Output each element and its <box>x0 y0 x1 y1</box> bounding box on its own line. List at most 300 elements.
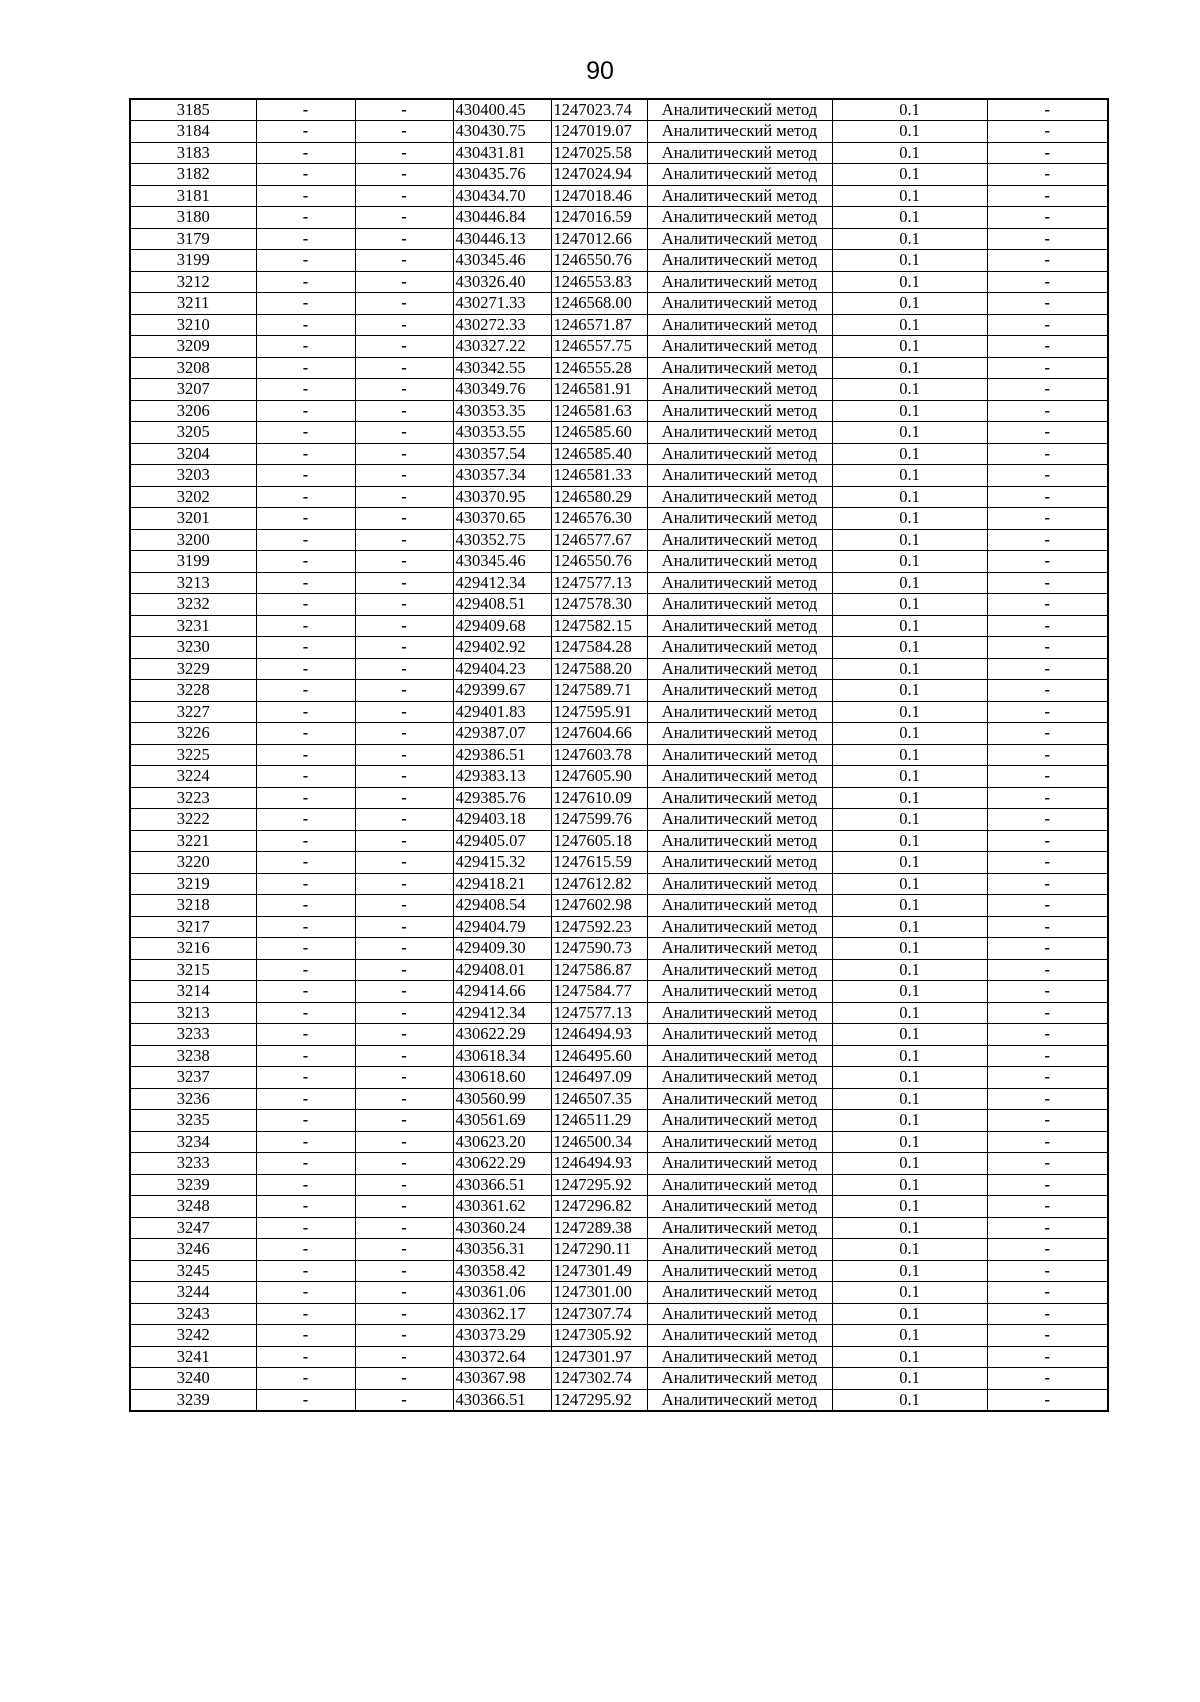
empty-cell: - <box>355 787 453 809</box>
point-number-cell: 3213 <box>130 1002 256 1024</box>
y-coordinate-cell: 1246585.60 <box>551 422 647 444</box>
empty-cell: - <box>256 400 355 422</box>
method-cell: Аналитический метод <box>647 1067 832 1089</box>
empty-cell: - <box>987 1389 1108 1411</box>
empty-cell: - <box>355 572 453 594</box>
point-number-cell: 3230 <box>130 637 256 659</box>
table-row <box>130 852 1108 874</box>
accuracy-cell: 0.1 <box>832 680 987 702</box>
method-cell: Аналитический метод <box>647 142 832 164</box>
table-row <box>130 938 1108 960</box>
table-row <box>130 99 1108 121</box>
x-coordinate-cell: 430372.64 <box>453 1346 551 1368</box>
empty-cell: - <box>987 766 1108 788</box>
empty-cell: - <box>256 572 355 594</box>
point-number-cell: 3226 <box>130 723 256 745</box>
method-cell: Аналитический метод <box>647 551 832 573</box>
y-coordinate-cell: 1247595.91 <box>551 701 647 723</box>
x-coordinate-cell: 429408.54 <box>453 895 551 917</box>
empty-cell: - <box>355 1260 453 1282</box>
empty-cell: - <box>256 422 355 444</box>
point-number-cell: 3219 <box>130 873 256 895</box>
point-number-cell: 3245 <box>130 1260 256 1282</box>
y-coordinate-cell: 1247590.73 <box>551 938 647 960</box>
method-cell: Аналитический метод <box>647 164 832 186</box>
x-coordinate-cell: 430366.51 <box>453 1389 551 1411</box>
x-coordinate-cell: 430345.46 <box>453 250 551 272</box>
method-cell: Аналитический метод <box>647 852 832 874</box>
point-number-cell: 3220 <box>130 852 256 874</box>
empty-cell: - <box>987 1196 1108 1218</box>
method-cell: Аналитический метод <box>647 766 832 788</box>
empty-cell: - <box>256 207 355 229</box>
empty-cell: - <box>355 1002 453 1024</box>
table-row <box>130 486 1108 508</box>
empty-cell: - <box>987 1153 1108 1175</box>
point-number-cell: 3179 <box>130 228 256 250</box>
y-coordinate-cell: 1247589.71 <box>551 680 647 702</box>
x-coordinate-cell: 429403.18 <box>453 809 551 831</box>
accuracy-cell: 0.1 <box>832 486 987 508</box>
empty-cell: - <box>355 701 453 723</box>
table-row <box>130 680 1108 702</box>
y-coordinate-cell: 1246511.29 <box>551 1110 647 1132</box>
point-number-cell: 3224 <box>130 766 256 788</box>
empty-cell: - <box>355 809 453 831</box>
method-cell: Аналитический метод <box>647 658 832 680</box>
accuracy-cell: 0.1 <box>832 1131 987 1153</box>
empty-cell: - <box>256 744 355 766</box>
method-cell: Аналитический метод <box>647 228 832 250</box>
empty-cell: - <box>987 615 1108 637</box>
accuracy-cell: 0.1 <box>832 121 987 143</box>
table-row <box>130 400 1108 422</box>
accuracy-cell: 0.1 <box>832 1088 987 1110</box>
y-coordinate-cell: 1246500.34 <box>551 1131 647 1153</box>
y-coordinate-cell: 1246495.60 <box>551 1045 647 1067</box>
empty-cell: - <box>256 293 355 315</box>
table-row <box>130 744 1108 766</box>
empty-cell: - <box>256 1389 355 1411</box>
y-coordinate-cell: 1247018.46 <box>551 185 647 207</box>
accuracy-cell: 0.1 <box>832 637 987 659</box>
y-coordinate-cell: 1246576.30 <box>551 508 647 530</box>
table-body <box>130 99 1108 1411</box>
point-number-cell: 3233 <box>130 1153 256 1175</box>
accuracy-cell: 0.1 <box>832 1002 987 1024</box>
accuracy-cell: 0.1 <box>832 336 987 358</box>
point-number-cell: 3247 <box>130 1217 256 1239</box>
x-coordinate-cell: 430358.42 <box>453 1260 551 1282</box>
point-number-cell: 3239 <box>130 1389 256 1411</box>
empty-cell: - <box>256 1067 355 1089</box>
x-coordinate-cell: 429408.51 <box>453 594 551 616</box>
empty-cell: - <box>256 1260 355 1282</box>
empty-cell: - <box>256 1368 355 1390</box>
x-coordinate-cell: 430362.17 <box>453 1303 551 1325</box>
y-coordinate-cell: 1247605.18 <box>551 830 647 852</box>
empty-cell: - <box>256 1239 355 1261</box>
accuracy-cell: 0.1 <box>832 422 987 444</box>
empty-cell: - <box>256 1002 355 1024</box>
empty-cell: - <box>987 830 1108 852</box>
empty-cell: - <box>355 207 453 229</box>
x-coordinate-cell: 430361.62 <box>453 1196 551 1218</box>
empty-cell: - <box>355 916 453 938</box>
table-row <box>130 443 1108 465</box>
point-number-cell: 3211 <box>130 293 256 315</box>
y-coordinate-cell: 1247604.66 <box>551 723 647 745</box>
empty-cell: - <box>355 508 453 530</box>
point-number-cell: 3217 <box>130 916 256 938</box>
empty-cell: - <box>987 185 1108 207</box>
empty-cell: - <box>355 1045 453 1067</box>
y-coordinate-cell: 1247305.92 <box>551 1325 647 1347</box>
table-row <box>130 121 1108 143</box>
y-coordinate-cell: 1247602.98 <box>551 895 647 917</box>
empty-cell: - <box>355 1325 453 1347</box>
table-row <box>130 1024 1108 1046</box>
empty-cell: - <box>355 422 453 444</box>
point-number-cell: 3180 <box>130 207 256 229</box>
empty-cell: - <box>987 228 1108 250</box>
method-cell: Аналитический метод <box>647 1002 832 1024</box>
method-cell: Аналитический метод <box>647 1303 832 1325</box>
empty-cell: - <box>987 572 1108 594</box>
point-number-cell: 3236 <box>130 1088 256 1110</box>
accuracy-cell: 0.1 <box>832 1282 987 1304</box>
method-cell: Аналитический метод <box>647 916 832 938</box>
empty-cell: - <box>256 1303 355 1325</box>
point-number-cell: 3181 <box>130 185 256 207</box>
table-row <box>130 723 1108 745</box>
method-cell: Аналитический метод <box>647 895 832 917</box>
empty-cell: - <box>355 723 453 745</box>
x-coordinate-cell: 430560.99 <box>453 1088 551 1110</box>
empty-cell: - <box>987 1045 1108 1067</box>
empty-cell: - <box>355 1239 453 1261</box>
empty-cell: - <box>355 250 453 272</box>
empty-cell: - <box>256 357 355 379</box>
x-coordinate-cell: 430342.55 <box>453 357 551 379</box>
point-number-cell: 3201 <box>130 508 256 530</box>
accuracy-cell: 0.1 <box>832 1110 987 1132</box>
y-coordinate-cell: 1247024.94 <box>551 164 647 186</box>
accuracy-cell: 0.1 <box>832 594 987 616</box>
method-cell: Аналитический метод <box>647 465 832 487</box>
accuracy-cell: 0.1 <box>832 744 987 766</box>
x-coordinate-cell: 430327.22 <box>453 336 551 358</box>
empty-cell: - <box>355 121 453 143</box>
point-number-cell: 3207 <box>130 379 256 401</box>
empty-cell: - <box>256 443 355 465</box>
y-coordinate-cell: 1246581.63 <box>551 400 647 422</box>
accuracy-cell: 0.1 <box>832 1045 987 1067</box>
empty-cell: - <box>256 658 355 680</box>
empty-cell: - <box>256 594 355 616</box>
empty-cell: - <box>987 723 1108 745</box>
table-row <box>130 164 1108 186</box>
empty-cell: - <box>256 830 355 852</box>
empty-cell: - <box>355 1303 453 1325</box>
accuracy-cell: 0.1 <box>832 1325 987 1347</box>
table-row <box>130 1196 1108 1218</box>
empty-cell: - <box>987 207 1108 229</box>
point-number-cell: 3238 <box>130 1045 256 1067</box>
empty-cell: - <box>355 744 453 766</box>
y-coordinate-cell: 1246497.09 <box>551 1067 647 1089</box>
empty-cell: - <box>256 121 355 143</box>
table-row <box>130 529 1108 551</box>
point-number-cell: 3241 <box>130 1346 256 1368</box>
empty-cell: - <box>355 680 453 702</box>
table-row <box>130 830 1108 852</box>
point-number-cell: 3237 <box>130 1067 256 1089</box>
method-cell: Аналитический метод <box>647 981 832 1003</box>
accuracy-cell: 0.1 <box>832 400 987 422</box>
method-cell: Аналитический метод <box>647 594 832 616</box>
y-coordinate-cell: 1246581.91 <box>551 379 647 401</box>
y-coordinate-cell: 1246557.75 <box>551 336 647 358</box>
y-coordinate-cell: 1246571.87 <box>551 314 647 336</box>
y-coordinate-cell: 1247025.58 <box>551 142 647 164</box>
empty-cell: - <box>256 1282 355 1304</box>
empty-cell: - <box>987 938 1108 960</box>
empty-cell: - <box>355 1024 453 1046</box>
empty-cell: - <box>355 938 453 960</box>
method-cell: Аналитический метод <box>647 185 832 207</box>
empty-cell: - <box>355 1131 453 1153</box>
method-cell: Аналитический метод <box>647 486 832 508</box>
empty-cell: - <box>987 1110 1108 1132</box>
method-cell: Аналитический метод <box>647 1389 832 1411</box>
y-coordinate-cell: 1247290.11 <box>551 1239 647 1261</box>
empty-cell: - <box>256 465 355 487</box>
y-coordinate-cell: 1247582.15 <box>551 615 647 637</box>
empty-cell: - <box>355 959 453 981</box>
empty-cell: - <box>987 99 1108 121</box>
empty-cell: - <box>355 637 453 659</box>
point-number-cell: 3248 <box>130 1196 256 1218</box>
x-coordinate-cell: 430367.98 <box>453 1368 551 1390</box>
x-coordinate-cell: 429404.23 <box>453 658 551 680</box>
accuracy-cell: 0.1 <box>832 938 987 960</box>
empty-cell: - <box>355 658 453 680</box>
method-cell: Аналитический метод <box>647 1282 832 1304</box>
empty-cell: - <box>355 551 453 573</box>
empty-cell: - <box>355 1174 453 1196</box>
x-coordinate-cell: 430446.84 <box>453 207 551 229</box>
y-coordinate-cell: 1247584.28 <box>551 637 647 659</box>
empty-cell: - <box>355 1217 453 1239</box>
x-coordinate-cell: 430271.33 <box>453 293 551 315</box>
empty-cell: - <box>987 357 1108 379</box>
accuracy-cell: 0.1 <box>832 99 987 121</box>
empty-cell: - <box>256 1153 355 1175</box>
x-coordinate-cell: 430622.29 <box>453 1024 551 1046</box>
empty-cell: - <box>256 680 355 702</box>
method-cell: Аналитический метод <box>647 1196 832 1218</box>
empty-cell: - <box>355 594 453 616</box>
accuracy-cell: 0.1 <box>832 701 987 723</box>
table-row <box>130 250 1108 272</box>
y-coordinate-cell: 1247615.59 <box>551 852 647 874</box>
empty-cell: - <box>987 852 1108 874</box>
empty-cell: - <box>256 766 355 788</box>
x-coordinate-cell: 429402.92 <box>453 637 551 659</box>
empty-cell: - <box>987 486 1108 508</box>
y-coordinate-cell: 1247301.00 <box>551 1282 647 1304</box>
table-row <box>130 336 1108 358</box>
y-coordinate-cell: 1247612.82 <box>551 873 647 895</box>
empty-cell: - <box>256 1174 355 1196</box>
empty-cell: - <box>256 1196 355 1218</box>
empty-cell: - <box>256 164 355 186</box>
y-coordinate-cell: 1247584.77 <box>551 981 647 1003</box>
y-coordinate-cell: 1247019.07 <box>551 121 647 143</box>
x-coordinate-cell: 430357.34 <box>453 465 551 487</box>
empty-cell: - <box>355 1368 453 1390</box>
table-row <box>130 1110 1108 1132</box>
empty-cell: - <box>256 228 355 250</box>
x-coordinate-cell: 430366.51 <box>453 1174 551 1196</box>
table-row <box>130 1217 1108 1239</box>
empty-cell: - <box>987 1346 1108 1368</box>
point-number-cell: 3183 <box>130 142 256 164</box>
table-row <box>130 572 1108 594</box>
x-coordinate-cell: 429405.07 <box>453 830 551 852</box>
method-cell: Аналитический метод <box>647 379 832 401</box>
accuracy-cell: 0.1 <box>832 787 987 809</box>
table-row <box>130 1153 1108 1175</box>
table-row <box>130 207 1108 229</box>
x-coordinate-cell: 430430.75 <box>453 121 551 143</box>
empty-cell: - <box>355 1196 453 1218</box>
table-row <box>130 895 1108 917</box>
empty-cell: - <box>256 1045 355 1067</box>
empty-cell: - <box>987 658 1108 680</box>
x-coordinate-cell: 430326.40 <box>453 271 551 293</box>
point-number-cell: 3242 <box>130 1325 256 1347</box>
table-row <box>130 1282 1108 1304</box>
point-number-cell: 3233 <box>130 1024 256 1046</box>
empty-cell: - <box>987 336 1108 358</box>
empty-cell: - <box>355 228 453 250</box>
coordinates-table <box>129 98 1109 1412</box>
empty-cell: - <box>256 1325 355 1347</box>
accuracy-cell: 0.1 <box>832 1260 987 1282</box>
point-number-cell: 3185 <box>130 99 256 121</box>
table-row <box>130 658 1108 680</box>
empty-cell: - <box>987 1217 1108 1239</box>
empty-cell: - <box>987 465 1108 487</box>
empty-cell: - <box>256 508 355 530</box>
empty-cell: - <box>256 336 355 358</box>
method-cell: Аналитический метод <box>647 99 832 121</box>
table-row <box>130 357 1108 379</box>
x-coordinate-cell: 429383.13 <box>453 766 551 788</box>
empty-cell: - <box>987 1024 1108 1046</box>
point-number-cell: 3206 <box>130 400 256 422</box>
method-cell: Аналитический метод <box>647 1260 832 1282</box>
empty-cell: - <box>987 422 1108 444</box>
empty-cell: - <box>355 486 453 508</box>
method-cell: Аналитический метод <box>647 314 832 336</box>
x-coordinate-cell: 430353.55 <box>453 422 551 444</box>
point-number-cell: 3229 <box>130 658 256 680</box>
method-cell: Аналитический метод <box>647 1368 832 1390</box>
table-row <box>130 1346 1108 1368</box>
empty-cell: - <box>987 400 1108 422</box>
y-coordinate-cell: 1247295.92 <box>551 1389 647 1411</box>
table-row <box>130 1389 1108 1411</box>
x-coordinate-cell: 429408.01 <box>453 959 551 981</box>
point-number-cell: 3204 <box>130 443 256 465</box>
empty-cell: - <box>355 1153 453 1175</box>
accuracy-cell: 0.1 <box>832 379 987 401</box>
table-row <box>130 959 1108 981</box>
y-coordinate-cell: 1247301.97 <box>551 1346 647 1368</box>
method-cell: Аналитический метод <box>647 572 832 594</box>
method-cell: Аналитический метод <box>647 357 832 379</box>
table-row <box>130 422 1108 444</box>
method-cell: Аналитический метод <box>647 830 832 852</box>
empty-cell: - <box>355 271 453 293</box>
empty-cell: - <box>355 873 453 895</box>
x-coordinate-cell: 429418.21 <box>453 873 551 895</box>
table-row <box>130 1368 1108 1390</box>
table-row <box>130 293 1108 315</box>
empty-cell: - <box>256 895 355 917</box>
y-coordinate-cell: 1247599.76 <box>551 809 647 831</box>
accuracy-cell: 0.1 <box>832 228 987 250</box>
y-coordinate-cell: 1247610.09 <box>551 787 647 809</box>
empty-cell: - <box>256 959 355 981</box>
empty-cell: - <box>256 723 355 745</box>
empty-cell: - <box>987 443 1108 465</box>
method-cell: Аналитический метод <box>647 336 832 358</box>
empty-cell: - <box>355 164 453 186</box>
point-number-cell: 3239 <box>130 1174 256 1196</box>
point-number-cell: 3212 <box>130 271 256 293</box>
table-row <box>130 1067 1108 1089</box>
empty-cell: - <box>355 314 453 336</box>
empty-cell: - <box>987 594 1108 616</box>
point-number-cell: 3225 <box>130 744 256 766</box>
accuracy-cell: 0.1 <box>832 830 987 852</box>
empty-cell: - <box>256 1024 355 1046</box>
empty-cell: - <box>987 916 1108 938</box>
table-row <box>130 809 1108 831</box>
y-coordinate-cell: 1247012.66 <box>551 228 647 250</box>
x-coordinate-cell: 429385.76 <box>453 787 551 809</box>
table-row <box>130 508 1108 530</box>
method-cell: Аналитический метод <box>647 959 832 981</box>
x-coordinate-cell: 429412.34 <box>453 1002 551 1024</box>
method-cell: Аналитический метод <box>647 293 832 315</box>
point-number-cell: 3243 <box>130 1303 256 1325</box>
y-coordinate-cell: 1246550.76 <box>551 250 647 272</box>
empty-cell: - <box>987 744 1108 766</box>
method-cell: Аналитический метод <box>647 809 832 831</box>
empty-cell: - <box>256 615 355 637</box>
point-number-cell: 3199 <box>130 551 256 573</box>
x-coordinate-cell: 429412.34 <box>453 572 551 594</box>
accuracy-cell: 0.1 <box>832 1196 987 1218</box>
empty-cell: - <box>256 314 355 336</box>
empty-cell: - <box>256 142 355 164</box>
accuracy-cell: 0.1 <box>832 142 987 164</box>
